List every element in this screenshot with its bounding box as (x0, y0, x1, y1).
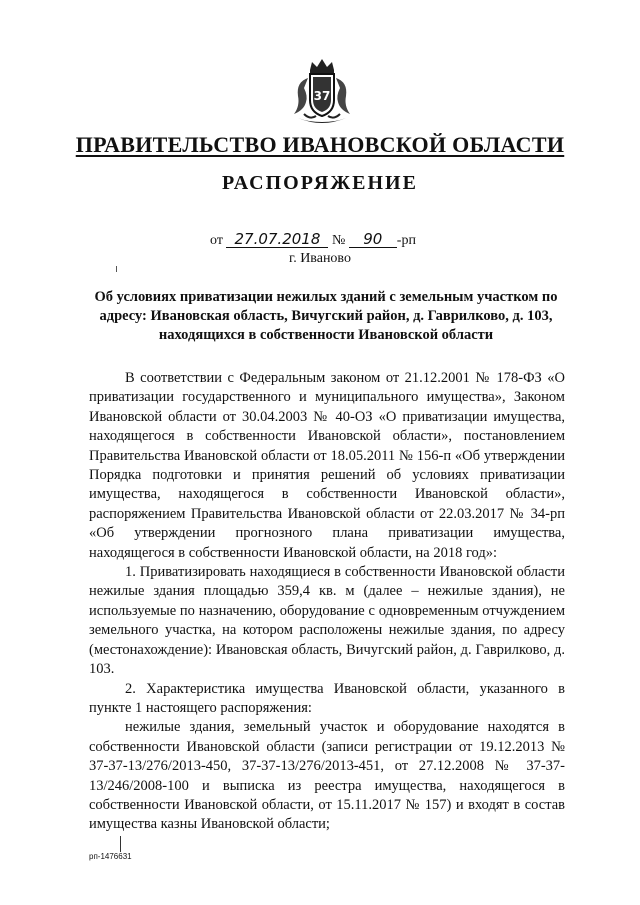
emblem-label: 37 (313, 89, 331, 103)
dateline (210, 231, 416, 249)
pen-mark-footer (120, 836, 121, 852)
number-label: № (331, 233, 346, 248)
number-suffix: -рп (396, 233, 416, 248)
document-body (89, 369, 565, 835)
city: г. Иваново (289, 251, 351, 266)
handwritten-number: 90 (349, 231, 397, 248)
pen-mark (116, 266, 117, 272)
coat-of-arms-icon (290, 56, 354, 128)
document-type: РАСПОРЯЖЕНИЕ (222, 172, 418, 194)
document-title: Об условиях приватизации нежилых зданий с земельным участком по адресу: Ивановская область, Вичугский район, д. Гаврилково, д. 103, находящихся в собственности Ивановской области (94, 289, 558, 343)
government-name: ПРАВИТЕЛЬСТВО ИВАНОВСКОЙ ОБЛАСТИ (75, 132, 565, 157)
document-code: рп-1476631 (89, 852, 132, 861)
from-label: от (210, 233, 223, 248)
paragraph-item-2: 2. Характеристика имущества Ивановской области, указанного в пункте 1 настоящего распоряжения: (89, 680, 565, 716)
paragraph-preamble: В соответствии с Федеральным законом от 21.12.2001 № 178-ФЗ «О приватизации государственного и муниципального имущества», Законом Ивановской области от 30.04.2003 № 40-ОЗ «О приватизации имущества, находящегося в собственности Ивановской области», постановлением Правительства Ивановской области от 18.05.2011 № 156-п «Об утверждении Порядка подготовки и принятия решений об условиях приватизации имущества, находящегося в собственности Ивановской области», распоряжением Правительства Ивановской области от 22.03.2017 № 34-рп «Об утверждении прогнозного плана приватизации имущества, находящегося в собственности Ивановской области, на 2018 год»: (89, 370, 565, 561)
handwritten-date: 27.07.2018 (226, 231, 328, 248)
paragraph-item-1: 1. Приватизировать находящиеся в собственности Ивановской области нежилые здания площадью 359,4 кв. м (далее – нежилые здания), не используемые по назначению, оборудование с одновременным отчуждением земельного участка, на котором расположены нежилые здания, по адресу (местонахождение): Ивановская область, Вичугский район, д. Гаврилково, д. 103. (89, 564, 565, 678)
government-heading (0, 132, 640, 158)
paragraph-item-2-detail: нежилые здания, земельный участок и оборудование находятся в собственности Ивановской области (записи регистрации от 19.12.2013 № 37-37-13/276/2013-450, 37-37-13/276/2013-451, от 27.12.2008 № 37-37-13/246/2008-100 и выписка из реестра имущества, находящегося в собственности Ивановской области, от 15.11.2017 № 157) и входят в состав имущества казны Ивановской области; (89, 719, 565, 833)
